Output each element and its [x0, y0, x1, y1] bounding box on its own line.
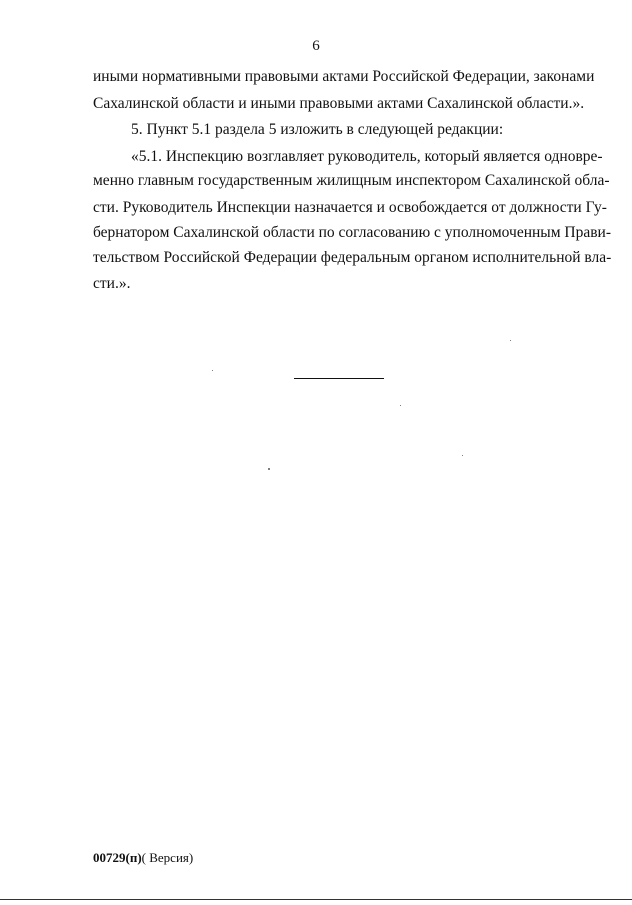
text-line-7: бернатором Сахалинской области по согласованию с уполномоченным Прави- — [93, 224, 611, 241]
text-line-4: «5.1. Инспекцию возглавляет руководитель, который является одновре- — [131, 148, 603, 165]
scan-speck — [268, 468, 270, 470]
separator-line — [294, 378, 384, 379]
footer-code — [93, 850, 193, 866]
scan-bottom-edge — [0, 899, 632, 900]
text-line-6: сти. Руководитель Инспекции назначается и освобождается от должности Гу- — [93, 199, 607, 216]
version-label: ( Версия) — [141, 850, 194, 865]
page-number: 6 — [312, 38, 320, 54]
scan-speck — [212, 370, 213, 371]
scan-speck — [510, 340, 511, 341]
text-line-5: менно главным государственным жилищным инспектором Сахалинской обла- — [93, 172, 610, 189]
text-line-2: Сахалинской области и иными правовыми актами Сахалинской области.». — [93, 95, 585, 112]
document-code: 00729(п) — [93, 850, 142, 865]
text-line-1: иными нормативными правовыми актами Российской Федерации, законами — [93, 68, 595, 85]
text-line-3: 5. Пункт 5.1 раздела 5 изложить в следующей редакции: — [131, 121, 504, 138]
text-line-8: тельством Российской Федерации федеральным органом исполнительной вла- — [93, 249, 612, 266]
scan-speck — [400, 405, 401, 406]
text-line-9: сти.». — [93, 275, 131, 292]
scan-speck — [462, 455, 463, 456]
